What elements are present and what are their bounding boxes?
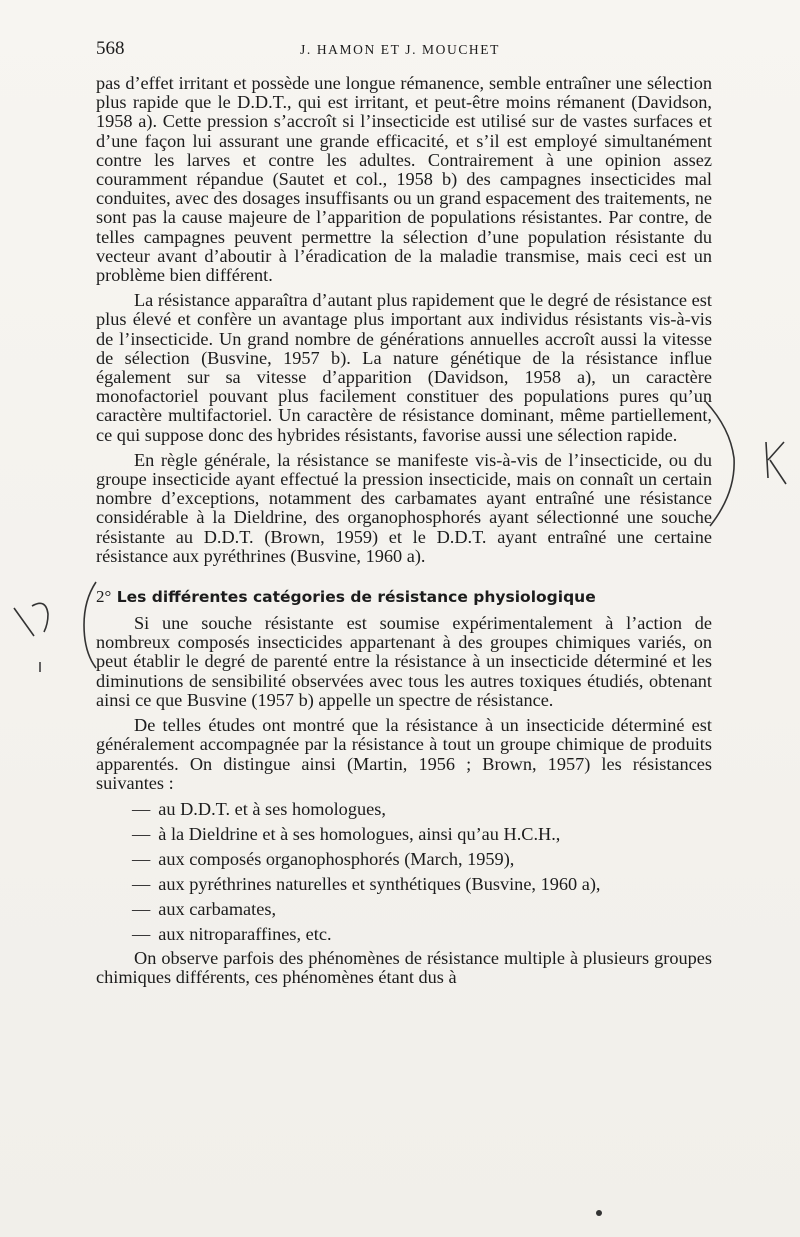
paragraph: En règle générale, la résistance se manifeste vis-à-vis de l’insecticide, ou du groupe insecticide ayant effectué la pression insecticide, mais on connaît un certain nombre d’exceptions, notamment des carbamates ayant entraîné une résistance considérable à la Dieldrine, des organophosphorés ayant sélectionné une souche résistante au D.D.T. (Brown, 1959) et le D.D.T. ayant entraîné une certaine résistance aux pyréthrines (Busvine, 1960 a).	[96, 449, 712, 566]
list-item-text: aux carbamates,	[158, 898, 277, 919]
paragraph: Si une souche résistante est soumise expérimentalement à l’action de nombreux composés insecticides appartenant à des groupes chimiques variés, on peut établir le degré de parenté entre la résistance à un insecticide déterminé et les diminutions de sensibilité observées avec tous les autres toxiques étudiés, obtenant ainsi ce que Busvine (1957 b) appelle un spectre de résistance.	[96, 613, 712, 710]
list-item-text: aux composés organophosphorés (March, 1959),	[158, 848, 515, 869]
ink-dot	[596, 1210, 602, 1216]
list-item-text: aux nitroparaffines, etc.	[158, 923, 332, 944]
handwritten-bracket-right	[700, 398, 740, 528]
section-heading	[96, 586, 712, 608]
section-title: Les différentes catégories de résistance physiologique	[116, 588, 596, 607]
paragraph: La résistance apparaîtra d’autant plus rapidement que le degré de résistance est plus élevé et confère un avantage plus important aux individus résistants vis-à-vis de l’insecticide. Un grand nombre de générations annuelles accroît aussi la vitesse de sélection (Busvine, 1957 b). La nature génétique de la résistance influe également sur sa vitesse d’apparition (Davidson, 1958 a), un caractère monofactoriel pouvant plus facilement constituer des populations pures qu’un caractère multifactoriel. Un caractère de résistance dominant, même partiellement, ce qui suppose donc des hybrides résistants, favorise aussi une sélection rapide.	[96, 290, 712, 445]
list-item-text: au D.D.T. et à ses homologues,	[158, 798, 386, 819]
list-item-text: à la Dieldrine et à ses homologues, ainsi qu’au H.C.H.,	[158, 823, 561, 844]
paragraph: De telles études ont montré que la résistance à un insecticide déterminé est généralement accompagnée par la résistance à tout un groupe chimique de produits apparentés. On distingue ainsi (Martin, 1956 ; Brown, 1957) les résistances suivantes :	[96, 715, 712, 793]
list-dash: —	[132, 923, 151, 944]
running-head: J. HAMON ET J. MOUCHET	[300, 42, 500, 57]
page-number: 568	[96, 38, 125, 59]
list-dash: —	[132, 798, 151, 819]
list-dash: —	[132, 898, 151, 919]
paragraph: pas d’effet irritant et possède une longue rémanence, semble entraîner une sélection plus rapide que le D.D.T., qui est irritant, et peut-être moins rémanent (Davidson, 1958 a). Cette pression s’accroît si l’insecticide est utilisé sur de vastes surfaces et d’une façon lui assurant une grande efficacité, et s’il est employé simultanément contre les larves et contre les adultes. Contrairement à une opinion assez couramment répandue (Sautet et col., 1958 b) des campagnes insecticides mal conduites, avec des dosages insuffisants ou un grand espacement des traitements, ne sont pas la cause majeure de l’apparition de populations résistantes. Par contre, de telles campagnes peuvent permettre la sélection d’une population résistante du vecteur avant d’aboutir à l’éradication de la maladie transmise, mais ceci est un problème bien différent.	[96, 73, 712, 286]
list-item	[132, 824, 712, 845]
list-item	[132, 924, 712, 945]
paragraph: On observe parfois des phénomènes de résistance multiple à plusieurs groupes chimiques différents, ces phénomènes étant dus à	[96, 947, 712, 988]
page-body	[96, 74, 712, 987]
section-number: 2°	[96, 587, 112, 607]
list-item	[132, 849, 712, 870]
handwritten-tick	[35, 660, 45, 674]
list-dash: —	[132, 848, 151, 869]
list-item	[132, 799, 712, 820]
handwritten-bracket-left	[80, 580, 100, 670]
resistance-list	[132, 799, 712, 945]
list-item-text: aux pyréthrines naturelles et synthétiques (Busvine, 1960 a),	[158, 873, 601, 894]
list-item	[132, 899, 712, 920]
handwritten-margin-mark	[760, 438, 790, 488]
page-header	[96, 38, 704, 62]
list-item	[132, 874, 712, 895]
list-dash: —	[132, 873, 151, 894]
handwritten-margin-mark	[4, 590, 74, 670]
list-dash: —	[132, 823, 151, 844]
